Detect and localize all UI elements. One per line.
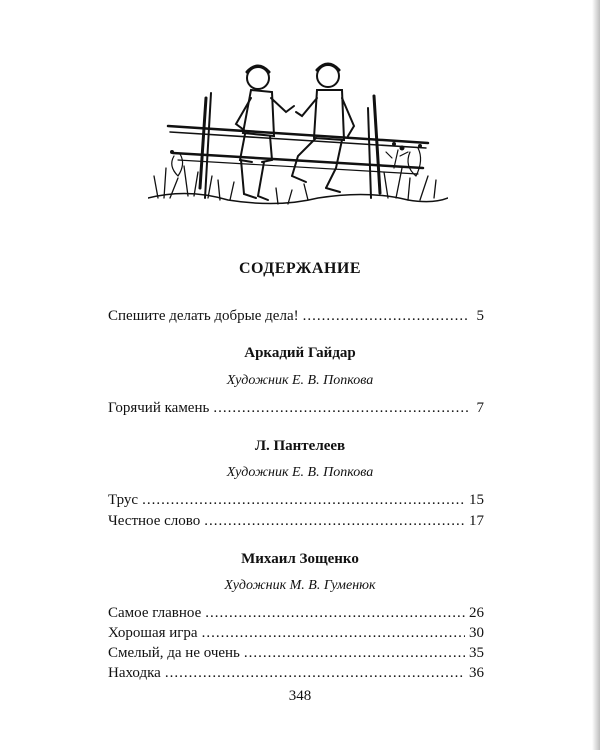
toc-entry-title: Честное слово <box>108 513 201 529</box>
toc-entry-page: 7 <box>476 400 484 416</box>
toc-entry-title: Горячий камень <box>108 400 210 416</box>
artist-credit: Художник Е. В. Попкова <box>226 465 374 480</box>
toc-entry[interactable] <box>108 664 484 682</box>
author-name: Л. Пантелеев <box>254 438 346 454</box>
toc-entry-page: 15 <box>469 492 484 508</box>
contents-heading: СОДЕРЖАНИЕ <box>238 260 362 277</box>
page-number: 348 <box>288 688 312 704</box>
two-boys-on-fence-illustration <box>148 48 448 216</box>
toc-entry[interactable] <box>108 624 484 642</box>
toc-entry[interactable] <box>108 512 484 530</box>
leader-dots <box>244 644 465 662</box>
toc-entry-page: 36 <box>469 665 484 681</box>
leader-dots <box>205 604 465 622</box>
author-name: Аркадий Гайдар <box>244 345 356 361</box>
toc-entry-title: Смелый, да не очень <box>108 645 240 661</box>
artist-credit: Художник М. В. Гуменюк <box>224 578 376 593</box>
toc-entry-page: 17 <box>469 513 484 529</box>
toc-entry[interactable] <box>108 399 484 417</box>
toc-entry-title: Хорошая игра <box>108 625 198 641</box>
toc-entry-title: Находка <box>108 665 161 681</box>
artist-credit: Художник Е. В. Попкова <box>226 373 374 388</box>
leader-dots <box>303 307 468 325</box>
toc-entry-title: Спешите делать добрые дела! <box>108 308 299 324</box>
leader-dots <box>142 491 465 509</box>
leader-dots <box>202 624 465 642</box>
toc-entry-page: 26 <box>469 605 484 621</box>
toc-entry[interactable] <box>108 491 484 509</box>
toc-entry-title: Самое главное <box>108 605 202 621</box>
toc-entry-page: 30 <box>469 625 484 641</box>
leader-dots <box>165 664 465 682</box>
toc-entry-page: 35 <box>469 645 484 661</box>
toc-entry-title: Трус <box>108 492 139 508</box>
toc-entry-page: 5 <box>476 308 484 324</box>
leader-dots <box>213 399 468 417</box>
toc-entry[interactable] <box>108 644 484 662</box>
toc-entry[interactable] <box>108 604 484 622</box>
toc-entry[interactable] <box>108 307 484 325</box>
leader-dots <box>204 512 465 530</box>
author-name: Михаил Зощенко <box>241 551 359 567</box>
